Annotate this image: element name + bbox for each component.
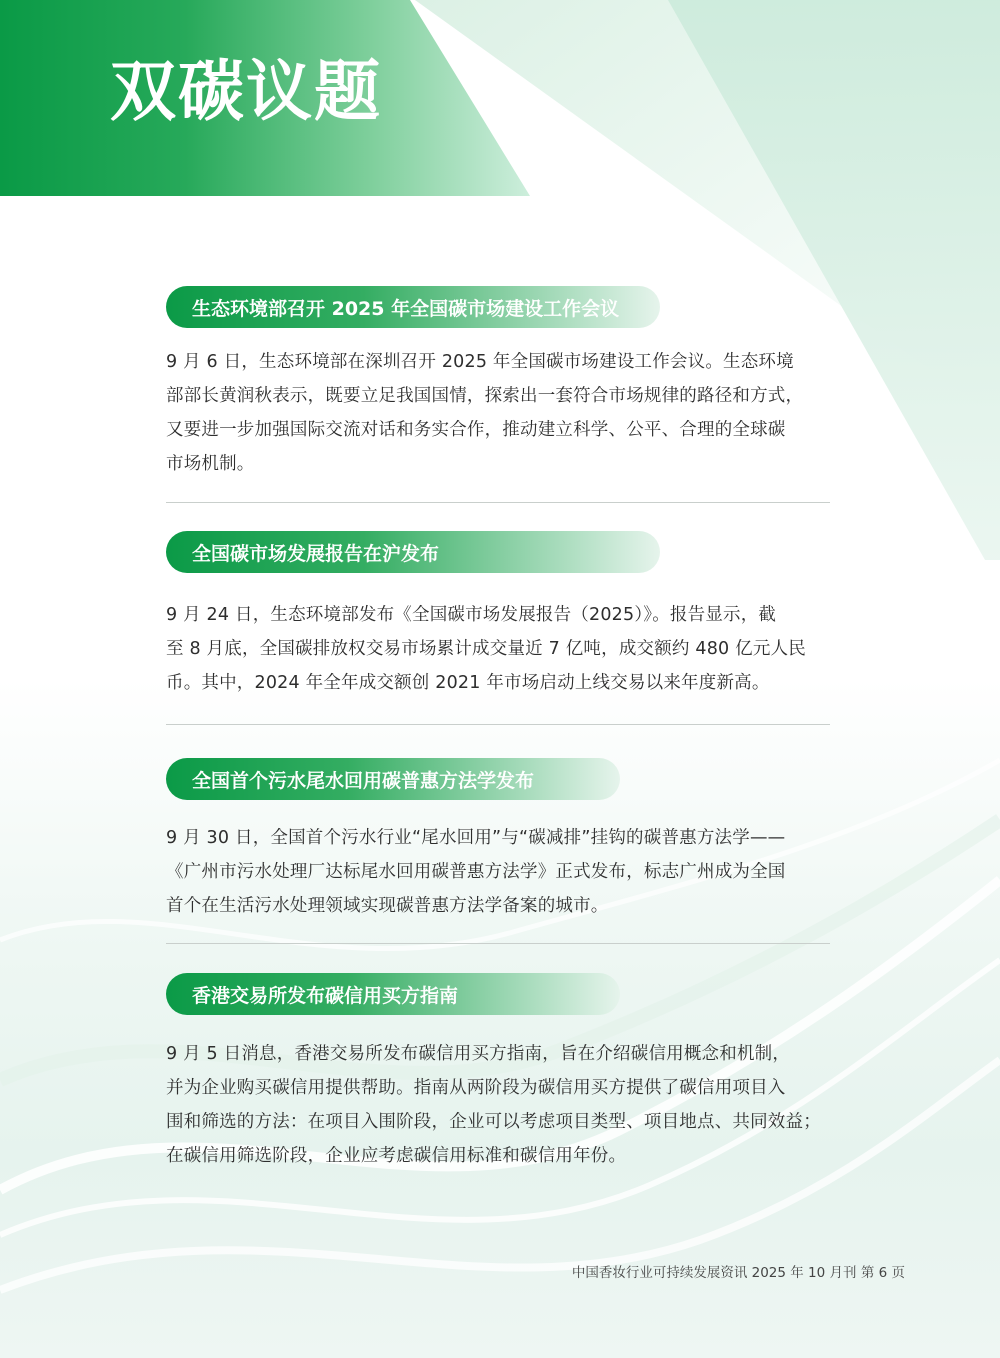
section-divider [166,943,830,944]
body-line: 9 月 24 日，生态环境部发布《全国碳市场发展报告（2025）》。报告显示，截 [166,605,777,625]
body-line: 币。其中，2024 年全年成交额创 2021 年市场启动上线交易以来年度新高。 [166,673,770,693]
body-line: 首个在生活污水处理领域实现碳普惠方法学备案的城市。 [166,896,609,916]
body-line: 至 8 月底，全国碳排放权交易市场累计成交量近 7 亿吨，成交额约 480 亿元人民 [166,639,806,659]
news-section-4 [166,973,830,1173]
body-line: 9 月 30 日，全国首个污水行业“尾水回用”与“碳减排”挂钩的碳普惠方法学—— [166,828,786,848]
body-line: 围和筛选的方法：在项目入围阶段，企业可以考虑项目类型、项目地点、共同效益； [166,1112,821,1132]
section-heading: 生态环境部召开 2025 年全国碳市场建设工作会议 [192,297,620,320]
section-body [166,821,830,923]
body-line: 并为企业购买碳信用提供帮助。指南从两阶段为碳信用买方提供了碳信用项目入 [166,1078,786,1098]
body-line: 又要进一步加强国际交流对话和务实合作，推动建立科学、公平、合理的全球碳 [166,420,786,440]
section-heading: 全国首个污水尾水回用碳普惠方法学发布 [192,769,535,792]
body-line: 9 月 6 日，生态环境部在深圳召开 2025 年全国碳市场建设工作会议。生态环境 [166,352,794,372]
section-heading-pill [166,286,660,328]
section-heading: 全国碳市场发展报告在沪发布 [192,542,440,565]
section-divider [166,502,830,503]
body-line: 市场机制。 [166,454,255,474]
body-line: 部部长黄润秋表示，既要立足我国国情，探索出一套符合市场规律的路径和方式， [166,386,804,406]
body-line: 《广州市污水处理厂达标尾水回用碳普惠方法学》正式发布，标志广州成为全国 [166,862,786,882]
section-body [166,345,830,481]
section-heading-pill [166,531,660,573]
section-heading-pill [166,973,620,1015]
section-divider [166,724,830,725]
news-section-1 [166,286,830,481]
body-line: 在碳信用筛选阶段，企业应考虑碳信用标准和碳信用年份。 [166,1146,627,1166]
news-section-2 [166,531,830,700]
page-footer: 中国香妆行业可持续发展资讯 2025 年 10 月刊 第 6 页 [571,1265,905,1281]
body-line: 9 月 5 日消息，香港交易所发布碳信用买方指南，旨在介绍碳信用概念和机制， [166,1044,791,1064]
section-heading-pill [166,758,620,800]
news-section-3 [166,758,830,923]
page-title: 双碳议题 [110,53,382,130]
section-body [166,1037,830,1173]
section-heading: 香港交易所发布碳信用买方指南 [192,984,459,1007]
section-body [166,598,830,700]
